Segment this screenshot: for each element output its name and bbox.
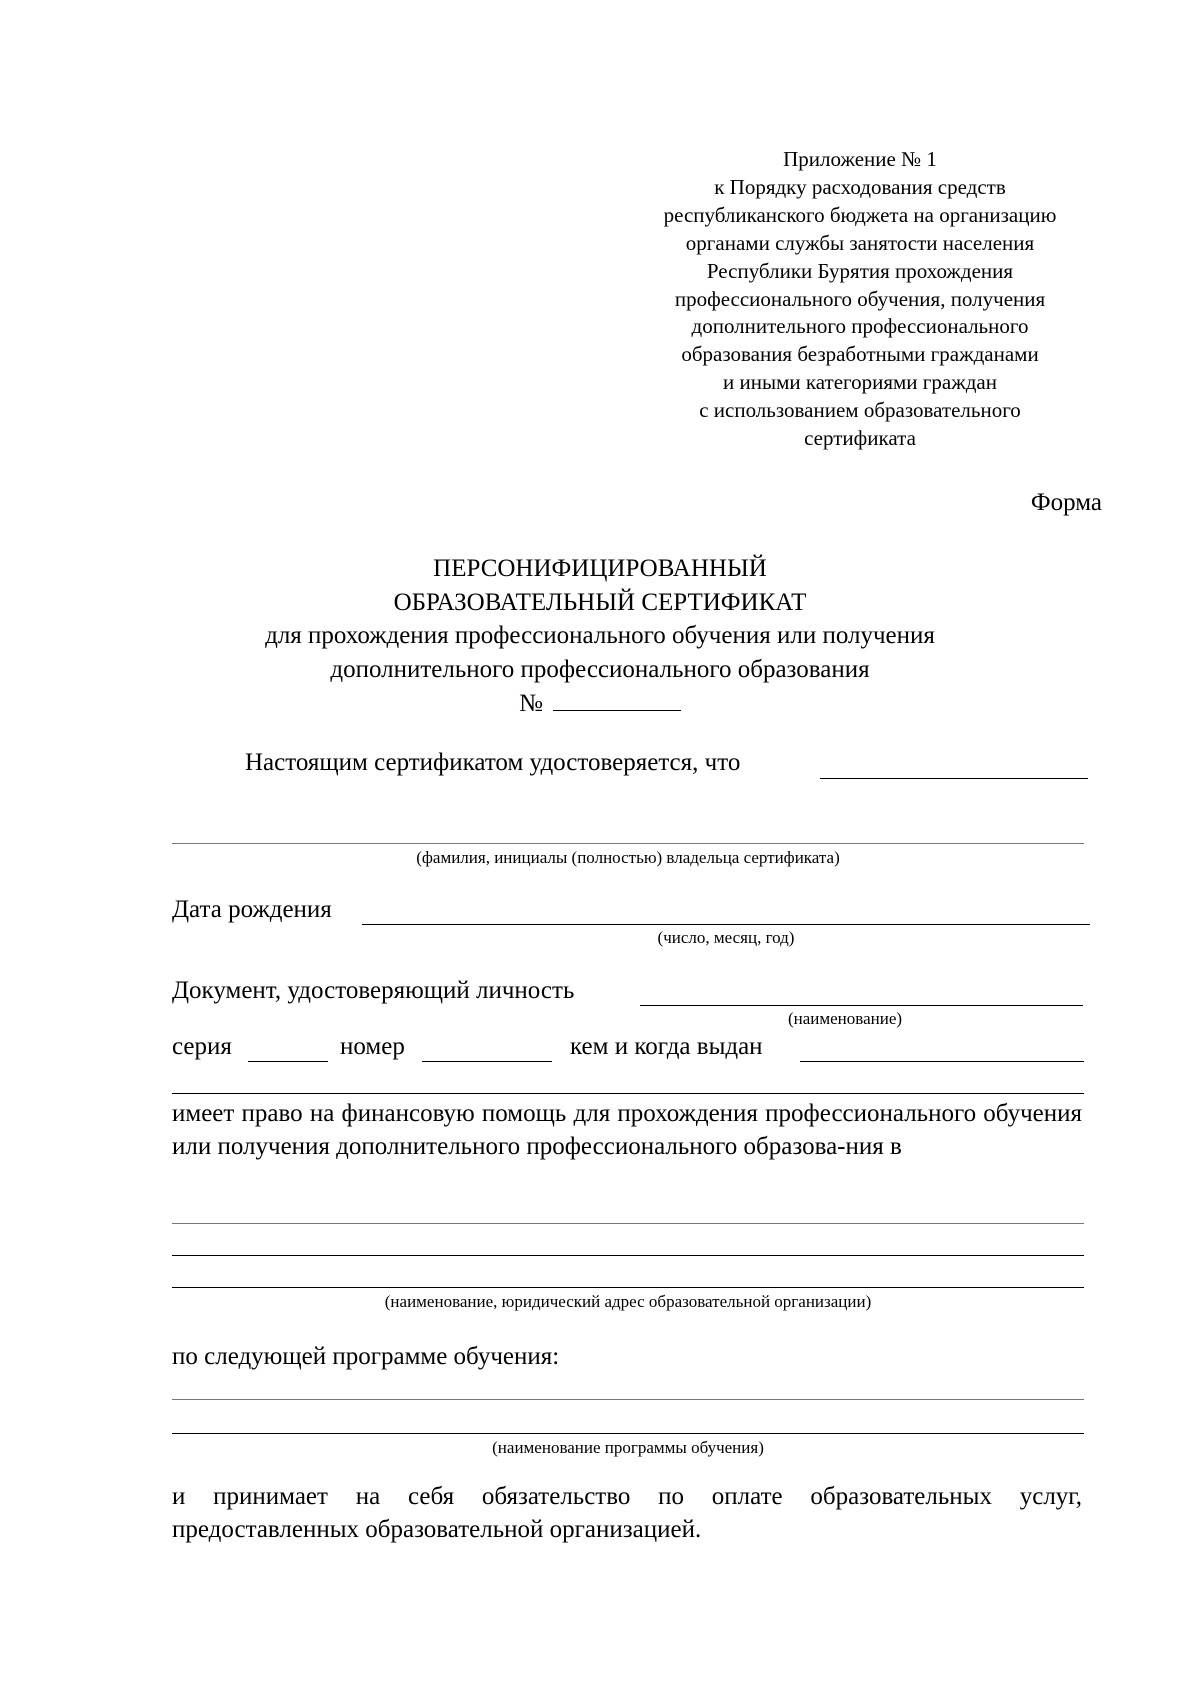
issued-blank-2[interactable] <box>172 1093 1084 1094</box>
document-title <box>150 552 1050 721</box>
series-blank[interactable] <box>248 1061 328 1062</box>
birth-caption: (число, месяц, год) <box>657 928 795 947</box>
org-blank-1[interactable] <box>172 1223 1084 1224</box>
title-line-2: ОБРАЗОВАТЕЛЬНЫЙ СЕРТИФИКАТ <box>393 588 807 616</box>
annex-line: профессионального обучения, получения <box>674 286 1046 311</box>
title-line-3: для прохождения профессионального обучения или получения <box>265 622 935 649</box>
issued-label: кем и когда выдан <box>570 1033 763 1060</box>
birth-date-blank[interactable] <box>362 924 1090 925</box>
annex-line: и иными категориями граждан <box>723 370 997 395</box>
annex-line: дополнительного профессионального <box>691 314 1029 339</box>
org-blank-2[interactable] <box>172 1255 1084 1256</box>
birth-label: Дата рождения <box>172 896 332 923</box>
annex-block <box>620 146 1100 453</box>
annex-line: к Порядку расходования средств <box>714 174 1006 199</box>
certifies-label: Настоящим сертификатом удостоверяется, что <box>245 749 741 776</box>
form-label: Форма <box>1030 489 1102 516</box>
annex-line: с использованием образовательного <box>699 398 1021 423</box>
program-label: по следующей программе обучения: <box>172 1343 560 1370</box>
program-caption: (наименование программы обучения) <box>492 1438 764 1457</box>
title-line-1: ПЕРСОНИФИЦИРОВАННЫЙ <box>433 555 767 582</box>
annex-line: Приложение № 1 <box>783 147 937 171</box>
annex-line: образования безработными гражданами <box>681 342 1039 367</box>
program-blank-1[interactable] <box>172 1399 1084 1400</box>
number-label: номер <box>340 1033 405 1060</box>
annex-line: республиканского бюджета на организацию <box>663 202 1057 227</box>
id-doc-blank[interactable] <box>640 1005 1083 1006</box>
id-doc-caption: (наименование) <box>787 1009 903 1028</box>
title-line-4: дополнительного профессионального образования <box>330 655 870 683</box>
number-sign: № <box>519 690 543 717</box>
series-label: серия <box>172 1033 232 1060</box>
org-blank-3[interactable] <box>172 1287 1084 1288</box>
issued-blank-1[interactable] <box>800 1061 1084 1062</box>
annex-line: сертификата <box>804 426 916 451</box>
program-blank-2[interactable] <box>172 1433 1084 1434</box>
holder-caption: (фамилия, инициалы (полностью) владельца сертификата) <box>416 848 840 867</box>
certificate-number-blank[interactable] <box>553 686 681 711</box>
holder-name-blank-1[interactable] <box>820 778 1088 779</box>
annex-line: Республики Бурятия прохождения <box>706 258 1014 283</box>
number-blank[interactable] <box>422 1061 552 1062</box>
annex-line: органами службы занятости населения <box>685 230 1035 255</box>
obligation-statement: и принимает на себя обязательство по оплате образовательных услуг, предоставленных образовательной организацией. <box>172 1483 1082 1543</box>
id-doc-label: Документ, удостоверяющий личность <box>172 977 575 1004</box>
holder-name-blank-2[interactable] <box>172 843 1084 844</box>
org-caption: (наименование, юридический адрес образовательной организации) <box>384 1292 872 1311</box>
certificate-number <box>150 686 1050 721</box>
right-statement: имеет право на финансовую помощь для прохождения профессионального обучения или получения дополнительного профессионального образова-ния в <box>172 1100 1082 1160</box>
